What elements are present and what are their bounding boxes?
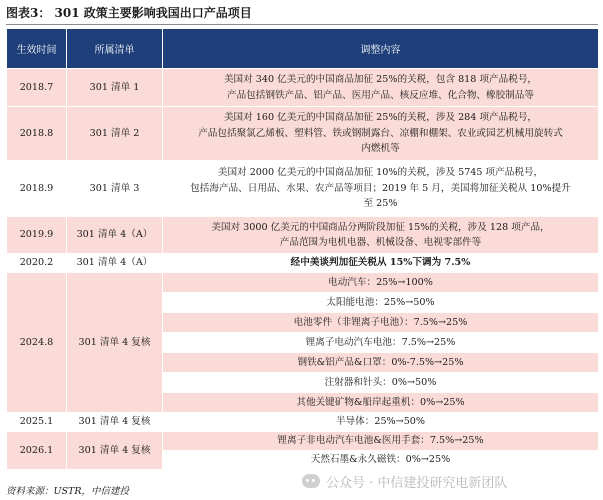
content-line: 美国对 160 亿美元的中国商品加征 25%的关税，涉及 284 项产品税号， [223, 112, 538, 124]
content-cell [163, 161, 599, 217]
content-cell [163, 107, 599, 161]
content-cell: 经中美谈判加征关税从 15%下调为 7.5% [163, 254, 599, 273]
table-row [7, 107, 599, 161]
title-divider [6, 24, 598, 25]
table-row [7, 432, 599, 451]
figure-title: 图表3： 301 政策主要影响我国出口产品项目 [6, 6, 252, 20]
source-note: 资料来源：USTR，中信建投 [6, 486, 130, 497]
date-cell: 2025.1 [7, 413, 67, 432]
content-line: 产品包括钢铁产品、铝产品、医用产品、核反应堆、化合物、橡胶制品等 [227, 89, 534, 101]
header-effective-date: 生效时间 [7, 29, 67, 69]
date-cell: 2026.1 [7, 432, 67, 470]
list-cell: 301 清单 4 复核 [67, 273, 163, 413]
list-cell: 301 清单 4（A） [67, 254, 163, 273]
table-row [7, 413, 599, 432]
content-cell: 太阳能电池：25%→50% [163, 293, 599, 313]
content-line: 美国对 340 亿美元的中国商品加征 25%的关税，包含 818 项产品税号， [223, 74, 538, 85]
watermark [302, 470, 598, 492]
list-cell: 301 清单 4 复核 [67, 432, 163, 470]
table-row [7, 161, 599, 217]
table-row [7, 254, 599, 273]
date-cell: 2024.8 [7, 273, 67, 413]
content-cell: 天然石墨&永久磁铁：0%→25% [163, 451, 599, 470]
content-cell: 注射器和针头：0%→50% [163, 373, 599, 393]
content-line: 产品包括聚氯乙烯板、塑料管、铁或钢制露台、凉棚和棚架、农业或园艺机械用旋转式 [198, 127, 563, 139]
watermark-text: 公众号 · 中信建投研究电新团队 [326, 475, 508, 491]
list-cell: 301 清单 4（A） [67, 217, 163, 254]
table-row [7, 217, 599, 254]
content-cell: 半导体：25%→50% [163, 413, 599, 432]
header-list: 所属清单 [67, 29, 163, 69]
table-row [7, 69, 599, 107]
content-line: 美国对 2000 亿美元的中国商品加征 10%的关税，涉及 5745 项产品税号， [217, 167, 544, 179]
list-cell: 301 清单 4 复核 [67, 413, 163, 432]
content-line: 内燃机等 [361, 143, 400, 155]
content-line: 美国对 3000 亿美元的中国商品分两阶段加征 15%的关税，涉及 128 项产品， [211, 221, 550, 233]
content-line: 包括海产品、日用品、水果、农产品等项目；2019 年 5 月，美国将加征关税从 10%提升 [190, 182, 571, 194]
content-cell: 锂离子电动汽车电池：7.5%→25% [163, 333, 599, 353]
date-cell: 2018.7 [7, 69, 67, 107]
content-cell: 电池零件（非锂离子电池）：7.5%→25% [163, 313, 599, 333]
content-cell: 电动汽车：25%→100% [163, 273, 599, 293]
policy-table [6, 28, 599, 470]
wechat-icon [302, 474, 320, 488]
content-line: 产品范围为电机电器、机械设备、电视零部件等 [279, 237, 482, 248]
content-cell [163, 69, 599, 107]
content-cell: 钢铁&铝产品&口罩：0%-7.5%→25% [163, 353, 599, 373]
date-cell: 2020.2 [7, 254, 67, 273]
list-cell: 301 清单 3 [67, 161, 163, 217]
list-cell: 301 清单 1 [67, 69, 163, 107]
content-cell [163, 217, 599, 254]
date-cell: 2018.8 [7, 107, 67, 161]
content-cell: 锂离子非电动汽车电池&医用手套：7.5%→25% [163, 432, 599, 451]
content-line: 至 25% [363, 198, 398, 210]
content-cell: 其他关键矿物&船岸起重机：0%→25% [163, 393, 599, 413]
list-cell: 301 清单 2 [67, 107, 163, 161]
date-cell: 2018.9 [7, 161, 67, 217]
table-row [7, 273, 599, 293]
date-cell: 2019.9 [7, 217, 67, 254]
header-content: 调整内容 [163, 29, 599, 69]
